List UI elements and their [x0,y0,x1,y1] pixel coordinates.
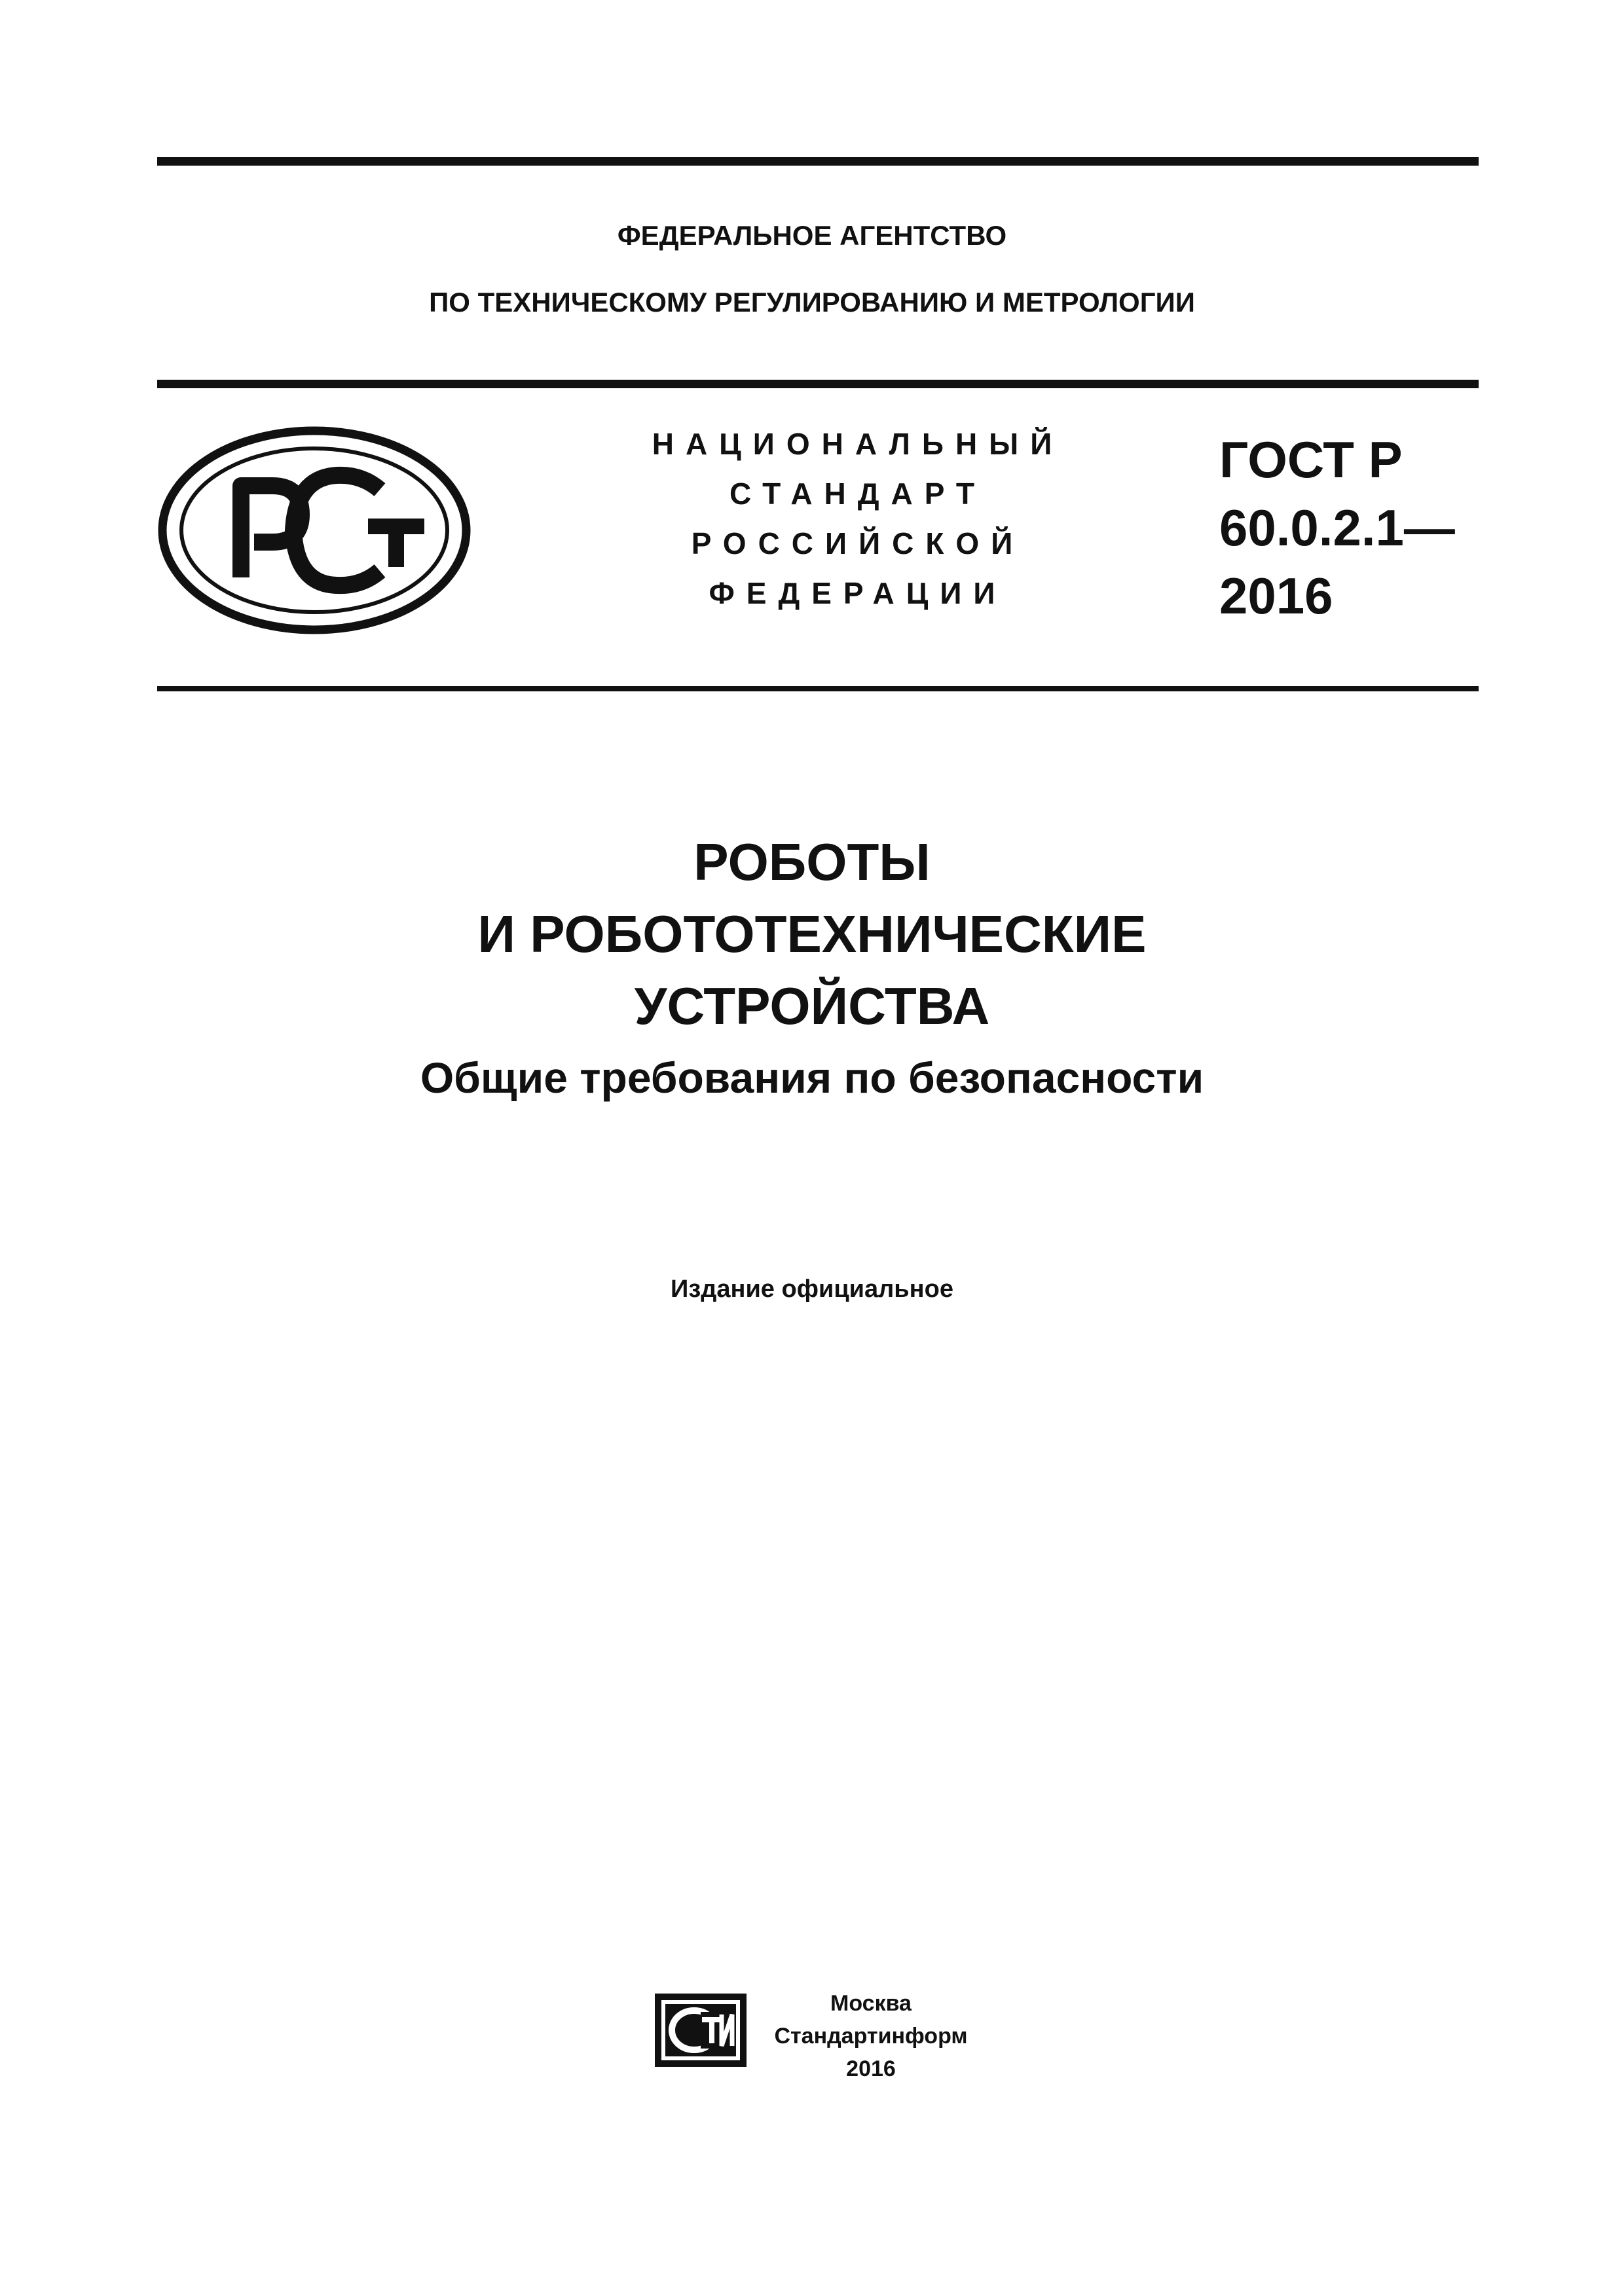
top-rule [157,157,1479,166]
gost-line-3: 2016 [1219,567,1333,625]
agency-line-2: ПО ТЕХНИЧЕСКОМУ РЕГУЛИРОВАНИЮ И МЕТРОЛОГИИ [429,287,1195,318]
national-line-4: ФЕДЕРАЦИИ [709,576,1007,610]
title-line-1: РОБОТЫ [693,833,931,891]
imprint-city: Москва [830,1991,912,2016]
title-line-3: УСТРОЙСТВА [634,977,990,1035]
header-rule [157,380,1479,388]
imprint-year: 2016 [846,2056,896,2081]
imprint-publisher: Стандартинформ [774,2024,968,2049]
national-line-3: РОССИЙСКОЙ [691,526,1025,560]
block-rule [157,686,1479,691]
document-subtitle: Общие требования по безопасности [420,1053,1204,1102]
rst-certification-logo-icon [157,426,471,635]
gost-designation [1219,426,1481,630]
national-standard-label [629,419,1087,618]
title-line-2: И РОБОТОТЕХНИЧЕСКИЕ [477,905,1147,963]
gost-line-2: 60.0.2.1— [1219,499,1455,556]
standartinform-logo-icon [655,1994,747,2067]
national-line-2: СТАНДАРТ [729,477,986,511]
national-line-1: НАЦИОНАЛЬНЫЙ [652,427,1064,461]
gost-line-1: ГОСТ Р [1219,431,1403,488]
agency-line-1: ФЕДЕРАЛЬНОЕ АГЕНТСТВО [617,220,1007,251]
edition-label: Издание официальное [671,1275,953,1303]
imprint [766,1987,976,2085]
document-title [0,826,1624,1042]
